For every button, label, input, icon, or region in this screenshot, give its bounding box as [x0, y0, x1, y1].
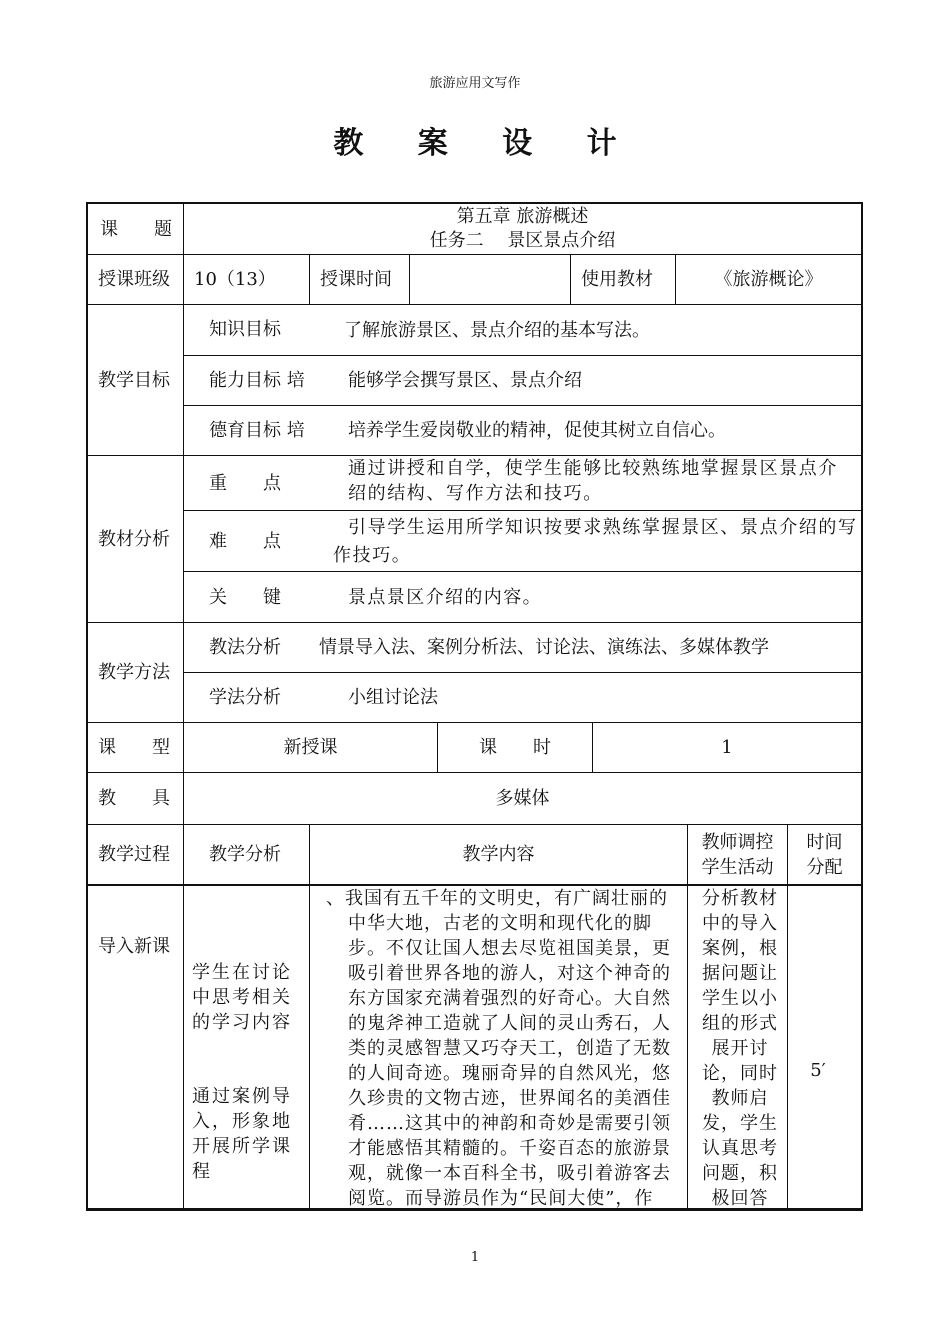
ability-goal-text: 能够学会撰写景区、景点介绍	[348, 370, 582, 391]
methods-label: 教学方法	[98, 662, 170, 683]
textbook-value: 《旅游概论》	[714, 269, 823, 290]
intro-content: 、我国有五千年的文明史，有广阔壮丽的中华大地，古老的文明和现代化的脚步。不仅让国人想去尽览祖国美景，更吸引着世界各地的游人，对这个神奇的东方国家充满着强烈的好奇心。大自然的鬼斧神工造就了人间的灵山秀石，人类的灵感智慧又巧夺天工，创造了无数的人间奇迹。瑰丽奇异的自然风光，悠久珍贵的文物古迹，世界闻名的美酒佳肴……这其中的神韵和奇妙是需要引领才能感悟其精髓的。千姿百态的旅游景观，就像一本百科全书，吸引着游客去阅览。而导游员作为“民间大使”，作	[326, 888, 671, 1208]
key-label: 关 键	[209, 586, 281, 608]
key-point-text: 通过讲授和自学，使学生能够比较熟练地掌握景区景点介绍的结构、写作方法和技巧。	[348, 458, 838, 504]
teaching-method-text: 情景导入法、案例分析法、讨论法、演练法、多媒体教学	[319, 637, 769, 658]
page-title: 教 案 设 计	[333, 126, 639, 161]
topic-label: 课 题	[100, 218, 172, 240]
moral-goal-label: 德育目标 培	[209, 420, 305, 441]
hours-value: 1	[721, 737, 733, 758]
lesson-type-label: 课 型	[98, 737, 170, 758]
learning-method-label: 学法分析	[209, 687, 281, 708]
topic-task: 任务二 景区景点介绍	[429, 230, 616, 251]
difficulty-text: 引导学生运用所学知识按要求熟练掌握景区、景点介绍的写作技巧。	[333, 517, 858, 566]
process-header-analysis: 教学分析	[209, 844, 281, 865]
moral-goal-text: 培养学生爱岗敬业的精神，促使其树立自信心。	[348, 420, 726, 441]
process-header-teacher-line1: 教师调控	[701, 831, 774, 853]
page-number: 1	[470, 1250, 480, 1265]
table-border-bottom	[86, 1208, 863, 1211]
topic-value	[184, 204, 861, 254]
knowledge-goal-text: 了解旅游景区、景点介绍的基本写法。	[344, 319, 650, 341]
table-border-right	[861, 202, 863, 1211]
process-header-time	[788, 825, 861, 884]
goals-label: 教学目标	[98, 369, 170, 391]
process-header-time-line2: 分配	[806, 856, 843, 878]
intro-analysis-2: 通过案例导入，形象地开展所学课程	[192, 1086, 292, 1182]
lesson-type-value: 新授课	[283, 737, 338, 758]
ability-goal-label: 能力目标 培	[209, 370, 305, 391]
class-label: 授课班级	[98, 269, 170, 290]
process-header-content: 教学内容	[462, 844, 535, 865]
topic-chapter: 第五章 旅游概述	[456, 206, 589, 227]
textbook-label: 使用教材	[581, 269, 653, 290]
tools-value: 多媒体	[495, 788, 550, 809]
process-header-stage: 教学过程	[98, 844, 170, 865]
difficulty-label: 难 点	[209, 530, 281, 552]
intro-analysis-1: 学生在讨论中思考相关的学习内容	[192, 962, 292, 1033]
key-text: 景点景区介绍的内容。	[348, 586, 542, 608]
intro-time: 5′	[810, 1060, 826, 1081]
knowledge-goal-label: 知识目标	[209, 319, 281, 340]
hours-label: 课 时	[479, 737, 551, 758]
process-header-teacher-line2: 学生活动	[701, 856, 774, 878]
tools-label: 教 具	[98, 788, 170, 809]
class-value: 10（13）	[194, 269, 276, 290]
process-header-teacher	[688, 825, 787, 884]
time-label: 授课时间	[320, 269, 392, 290]
intro-teacher-activity: 分析教材中的导入案例，根据问题让学生以小组的形式展开讨论，同时教师启发，学生认真思考问题，积极回答	[702, 888, 778, 1208]
time-value	[410, 255, 570, 304]
process-header-time-line1: 时间	[806, 831, 843, 853]
teaching-method-label: 教法分析	[209, 637, 281, 658]
learning-method-text: 小组讨论法	[348, 687, 438, 708]
analysis-label: 教材分析	[98, 528, 170, 550]
intro-stage: 导入新课	[98, 936, 170, 957]
key-point-label: 重 点	[209, 472, 281, 494]
header-title: 旅游应用文写作	[429, 76, 521, 91]
